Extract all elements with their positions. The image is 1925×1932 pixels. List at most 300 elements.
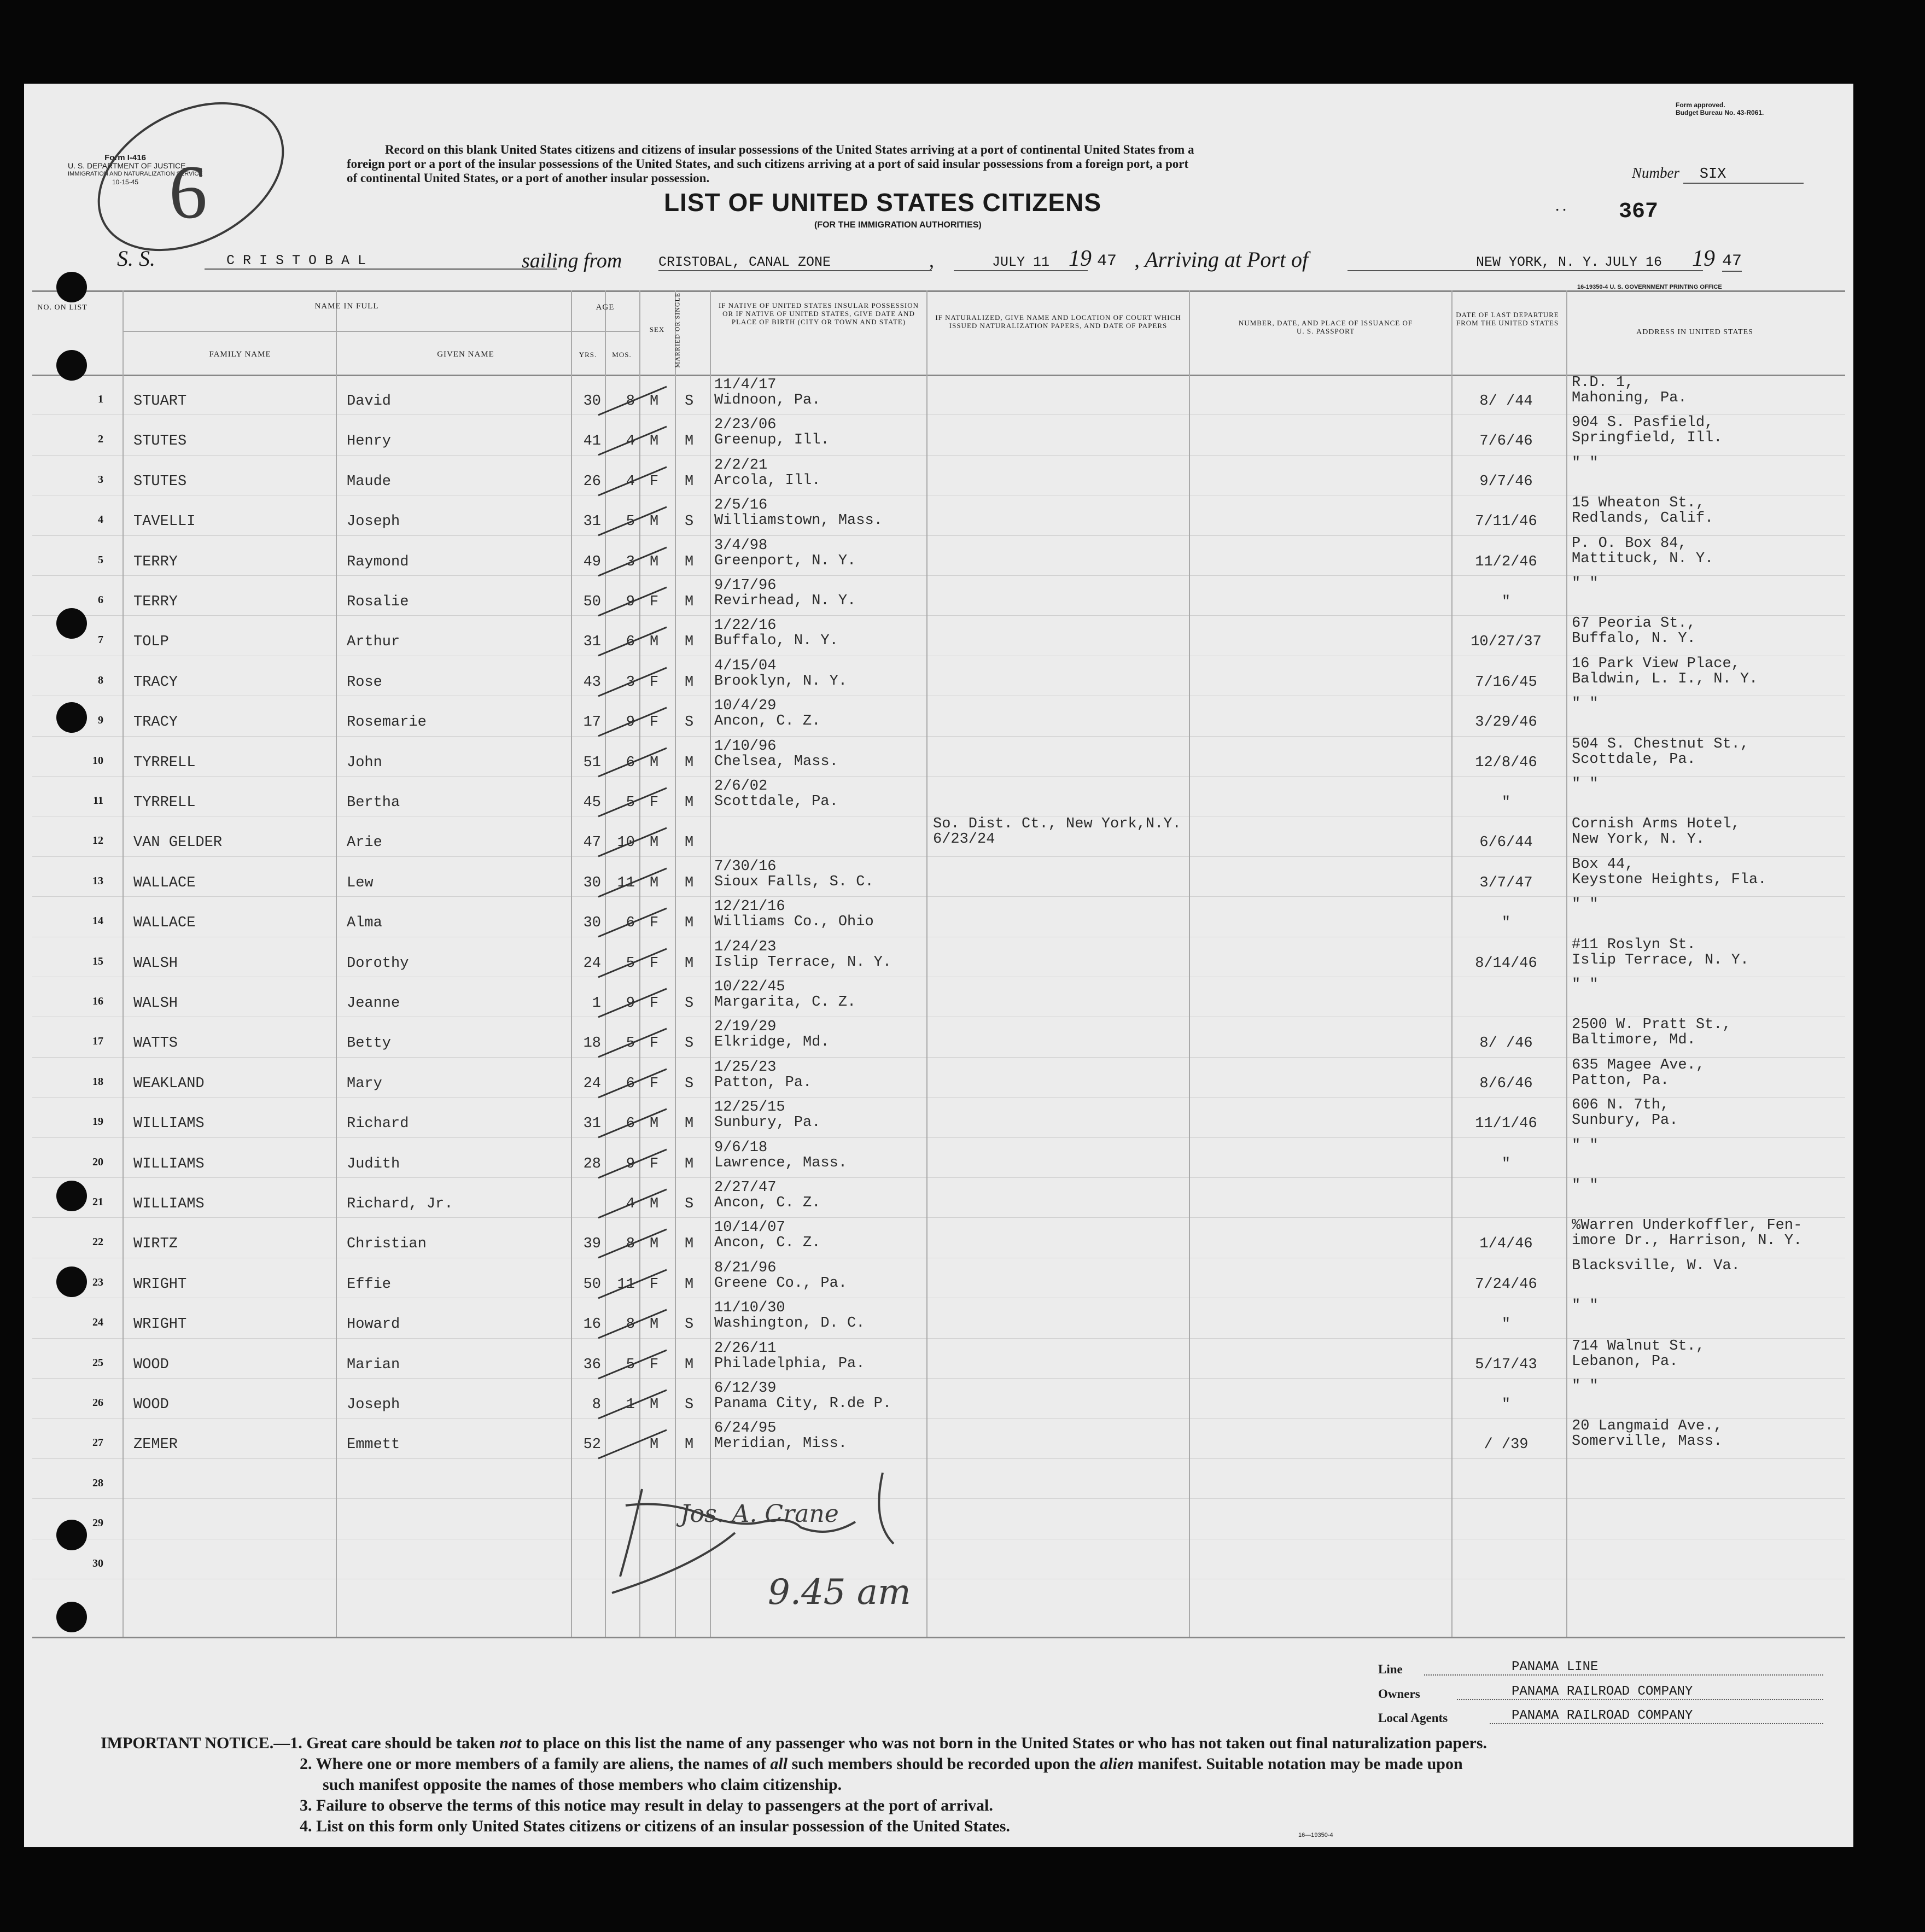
instructions-line-3: of continental United States, or a port of another insular possession. bbox=[347, 171, 710, 185]
birth-place: Ancon, C. Z. bbox=[714, 1195, 821, 1211]
birth-date: 11/10/30 bbox=[714, 1300, 785, 1317]
age-months: 6 bbox=[626, 1075, 635, 1092]
notice-1b: not bbox=[499, 1734, 522, 1752]
check-stroke bbox=[593, 1346, 669, 1384]
line-value: PANAMA LINE bbox=[1424, 1660, 1823, 1676]
check-stroke bbox=[593, 904, 669, 942]
last-departure: 7/16/45 bbox=[1475, 674, 1537, 691]
arriving-label: , Arriving at Port of bbox=[1134, 247, 1309, 272]
family-name: WILLIAMS bbox=[133, 1196, 205, 1212]
header-sex: SEX bbox=[649, 325, 665, 334]
birth-date: 1/10/96 bbox=[714, 738, 777, 755]
address-line-1: 606 N. 7th, bbox=[1572, 1097, 1670, 1114]
row-number: 25 bbox=[92, 1356, 103, 1369]
sail-year-prefix: 19 bbox=[1069, 246, 1092, 271]
address-line-1: " " bbox=[1572, 1137, 1599, 1154]
age-months: 6 bbox=[626, 1116, 635, 1133]
age-months: 11 bbox=[617, 1276, 635, 1293]
age-years: 50 bbox=[583, 594, 601, 610]
agents-label: Local Agents bbox=[1378, 1711, 1448, 1725]
signature-name: Jos. A. Crane bbox=[680, 1500, 839, 1528]
given-name: Richard, Jr. bbox=[347, 1196, 453, 1212]
family-name: STUART bbox=[133, 393, 187, 410]
row-number: 30 bbox=[92, 1557, 103, 1569]
address-line-2: Islip Terrace, N. Y. bbox=[1572, 952, 1749, 968]
birth-place: Williamstown, Mass. bbox=[714, 512, 883, 529]
address-line-1: R.D. 1, bbox=[1572, 375, 1634, 391]
arriving-label-text: Arriving at Port of bbox=[1145, 247, 1309, 272]
age-years: 30 bbox=[583, 393, 601, 410]
given-name: Judith bbox=[347, 1155, 400, 1172]
age-months: 8 bbox=[626, 393, 635, 410]
last-departure: 7/24/46 bbox=[1475, 1276, 1537, 1293]
birth-date: 10/4/29 bbox=[714, 698, 777, 715]
address-line-1: " " bbox=[1572, 1177, 1599, 1194]
row-number: 16 bbox=[92, 995, 103, 1007]
check-stroke bbox=[593, 784, 669, 822]
agents-value: PANAMA RAILROAD COMPANY bbox=[1490, 1708, 1823, 1724]
given-name: Arthur bbox=[347, 634, 400, 651]
given-name: Dorothy bbox=[347, 955, 409, 972]
marital-status: M bbox=[685, 795, 694, 811]
address-line-1: " " bbox=[1572, 1378, 1599, 1394]
address-line-1: 504 S. Chestnut St., bbox=[1572, 736, 1749, 752]
last-departure: 7/11/46 bbox=[1475, 513, 1537, 530]
arrival-date: JULY 16 bbox=[1605, 254, 1703, 271]
given-name: Christian bbox=[347, 1236, 427, 1253]
row-number: 20 bbox=[92, 1155, 103, 1168]
given-name: John bbox=[347, 754, 382, 771]
form-date: 10-15-45 bbox=[112, 178, 139, 186]
punch-hole bbox=[56, 608, 87, 639]
check-stroke bbox=[593, 824, 669, 862]
address-line-2: Mattituck, N. Y. bbox=[1572, 550, 1714, 567]
notice-2d: alien bbox=[1100, 1755, 1134, 1773]
arrival-year-prefix: 19 bbox=[1692, 246, 1715, 271]
header-birth: IF NATIVE OF UNITED STATES INSULAR POSSESSION OR IF NATIVE OF UNITED STATES, GIVE DATE AND PLACE OF BIRTH (CITY OR TOWN AND STATE) bbox=[718, 301, 919, 326]
sex: F bbox=[650, 714, 659, 731]
age-years: 45 bbox=[583, 795, 601, 811]
family-name: ZEMER bbox=[133, 1437, 178, 1454]
last-departure: 8/14/46 bbox=[1475, 955, 1537, 972]
grid-vline bbox=[1451, 290, 1452, 1637]
birth-date: 9/17/96 bbox=[714, 577, 777, 594]
grid-vline bbox=[336, 290, 337, 1637]
birth-date: 6/12/39 bbox=[714, 1380, 777, 1397]
given-name: Joseph bbox=[347, 513, 400, 530]
birth-place: Greene Co., Pa. bbox=[714, 1275, 848, 1292]
family-name: WRIGHT bbox=[133, 1316, 187, 1333]
check-stroke bbox=[593, 543, 669, 581]
last-departure: 9/7/46 bbox=[1479, 473, 1533, 490]
birth-place: Ancon, C. Z. bbox=[714, 713, 821, 730]
birth-date: 2/6/02 bbox=[714, 778, 768, 795]
family-name: WATTS bbox=[133, 1035, 178, 1052]
header-family-name: FAMILY NAME bbox=[209, 350, 271, 359]
age-months: 9 bbox=[626, 594, 635, 610]
sex: M bbox=[650, 1397, 659, 1413]
address-line-1: P. O. Box 84, bbox=[1572, 535, 1687, 552]
birth-date: 2/27/47 bbox=[714, 1180, 777, 1196]
marital-status: S bbox=[685, 1397, 694, 1413]
birth-date: 9/6/18 bbox=[714, 1139, 768, 1156]
last-departure: 5/17/43 bbox=[1475, 1356, 1537, 1373]
page-number: 367 bbox=[1619, 200, 1659, 224]
approval-note bbox=[1676, 101, 1764, 116]
birth-date: 12/21/16 bbox=[714, 898, 785, 915]
punch-hole bbox=[56, 1602, 87, 1632]
family-name: STUTES bbox=[133, 433, 187, 450]
birth-place: Scottdale, Pa. bbox=[714, 793, 838, 810]
age-years: 31 bbox=[583, 513, 601, 530]
last-departure: " bbox=[1501, 1155, 1511, 1172]
sex: F bbox=[650, 955, 659, 972]
marital-status: M bbox=[685, 634, 694, 651]
family-name: WRIGHT bbox=[133, 1276, 187, 1293]
owners-label: Owners bbox=[1378, 1687, 1420, 1701]
marital-status: M bbox=[685, 1116, 694, 1133]
family-name: WEAKLAND bbox=[133, 1075, 205, 1092]
birth-date: 2/23/06 bbox=[714, 417, 777, 434]
age-years: 31 bbox=[583, 1116, 601, 1133]
given-name: Betty bbox=[347, 1035, 392, 1052]
sex: M bbox=[650, 634, 659, 651]
row-number: 8 bbox=[98, 674, 103, 686]
age-years: 49 bbox=[583, 553, 601, 570]
marital-status: S bbox=[685, 1075, 694, 1092]
sex: F bbox=[650, 995, 659, 1012]
age-months: 6 bbox=[626, 915, 635, 932]
manifest-sheet bbox=[24, 84, 1853, 1847]
row-number: 14 bbox=[92, 915, 103, 927]
marital-status: M bbox=[685, 433, 694, 450]
age-years: 17 bbox=[583, 714, 601, 731]
birth-place: Chelsea, Mass. bbox=[714, 753, 838, 770]
separator-comma: , bbox=[929, 249, 934, 271]
sex: M bbox=[650, 433, 659, 450]
address-line-1: 2500 W. Pratt St., bbox=[1572, 1017, 1731, 1034]
row-number: 18 bbox=[92, 1075, 103, 1088]
check-stroke bbox=[593, 1305, 669, 1344]
row-number: 23 bbox=[92, 1276, 103, 1288]
header-given-name: GIVEN NAME bbox=[437, 350, 494, 359]
marital-status: M bbox=[685, 674, 694, 691]
age-months: 8 bbox=[626, 1316, 635, 1333]
address-line-1: 15 Wheaton St., bbox=[1572, 495, 1705, 512]
age-months: 5 bbox=[626, 513, 635, 530]
check-stroke bbox=[593, 623, 669, 661]
punch-hole bbox=[56, 272, 87, 302]
age-years: 28 bbox=[583, 1155, 601, 1172]
address-line-2: Lebanon, Pa. bbox=[1572, 1353, 1678, 1370]
given-name: Rosemarie bbox=[347, 714, 427, 731]
row-number: 26 bbox=[92, 1397, 103, 1409]
header-address: ADDRESS IN UNITED STATES bbox=[1636, 328, 1753, 336]
address-line-2: New York, N. Y. bbox=[1572, 831, 1705, 848]
check-stroke bbox=[593, 984, 669, 1023]
check-stroke bbox=[593, 703, 669, 742]
family-name: TYRRELL bbox=[133, 754, 196, 771]
address-line-1: 714 Walnut St., bbox=[1572, 1338, 1705, 1355]
age-years: 50 bbox=[583, 1276, 601, 1293]
instructions-line-2: foreign port or a port of the insular possessions of the United States, and such citizens arriving at a port of said insular possessions from a foreign port, a port bbox=[347, 157, 1189, 171]
address-line-2: Redlands, Calif. bbox=[1572, 510, 1714, 527]
age-months: 5 bbox=[626, 795, 635, 811]
sailing-from: CRISTOBAL, CANAL ZONE bbox=[658, 254, 932, 271]
sail-date: JULY 11 bbox=[954, 254, 1088, 271]
family-name: VAN GELDER bbox=[133, 834, 223, 851]
family-name: WALSH bbox=[133, 995, 178, 1012]
given-name: Emmett bbox=[347, 1437, 400, 1454]
approval-line-1: Form approved. bbox=[1676, 101, 1725, 109]
instructions-line-1: Record on this blank United States citizens and citizens of insular possessions of the United States arriving at a port of continental United States from a bbox=[385, 143, 1194, 156]
check-stroke bbox=[593, 1145, 669, 1183]
birth-place: Sioux Falls, S. C. bbox=[714, 873, 874, 890]
sailing-label: sailing from bbox=[522, 249, 622, 272]
notice-line-4: 4. List on this form only United States citizens or citizens of an insular possession of the United States. bbox=[300, 1817, 1010, 1835]
service-name: IMMIGRATION AND NATURALIZATION SERVICE bbox=[68, 171, 203, 177]
owners-value: PANAMA RAILROAD COMPANY bbox=[1457, 1684, 1823, 1700]
age-months: 4 bbox=[626, 433, 635, 450]
age-months: 9 bbox=[626, 995, 635, 1012]
birth-place: Panama City, R.de P. bbox=[714, 1396, 892, 1412]
age-years: 8 bbox=[592, 1397, 601, 1413]
address-line-2: Baltimore, Md. bbox=[1572, 1032, 1696, 1049]
last-departure: 8/6/46 bbox=[1479, 1075, 1533, 1092]
form-id: Form I-416 bbox=[104, 153, 146, 162]
notice-2c: such members should be recorded upon the bbox=[791, 1755, 1096, 1773]
last-departure: 11/1/46 bbox=[1475, 1116, 1537, 1133]
grid-vline bbox=[1189, 290, 1190, 1637]
given-name: Arie bbox=[347, 834, 382, 851]
birth-place: Sunbury, Pa. bbox=[714, 1114, 821, 1131]
row-number: 11 bbox=[93, 795, 103, 807]
line-label: Line bbox=[1378, 1662, 1403, 1676]
age-months: 4 bbox=[626, 473, 635, 490]
check-stroke bbox=[593, 382, 669, 421]
age-months: 3 bbox=[626, 674, 635, 691]
sex: F bbox=[650, 1075, 659, 1092]
row-number: 1 bbox=[98, 393, 103, 405]
check-stroke bbox=[593, 1024, 669, 1063]
check-stroke bbox=[593, 503, 669, 541]
last-departure: " bbox=[1501, 594, 1511, 610]
address-line-1: " " bbox=[1572, 1298, 1599, 1315]
sex: M bbox=[650, 834, 659, 851]
printing-code: 16-19350-4 U. S. GOVERNMENT PRINTING OFFICE bbox=[1577, 284, 1722, 290]
row-number: 29 bbox=[92, 1517, 103, 1530]
birth-place: Philadelphia, Pa. bbox=[714, 1355, 865, 1372]
grid-subheader-line bbox=[122, 331, 639, 332]
family-name: WALLACE bbox=[133, 915, 196, 932]
birth-date: 11/4/17 bbox=[714, 377, 777, 393]
grid-vline bbox=[926, 290, 928, 1637]
grid-vline bbox=[1566, 290, 1567, 1637]
age-years: 16 bbox=[583, 1316, 601, 1333]
marital-status: M bbox=[685, 754, 694, 771]
birth-place: Buffalo, N. Y. bbox=[714, 633, 838, 650]
check-stroke bbox=[593, 1105, 669, 1143]
address-line-1: 16 Park View Place, bbox=[1572, 655, 1740, 672]
given-name: Maude bbox=[347, 473, 392, 490]
age-years: 51 bbox=[583, 754, 601, 771]
family-name: TRACY bbox=[133, 714, 178, 731]
approval-line-2: Budget Bureau No. 43-R061. bbox=[1676, 109, 1764, 116]
marital-status: S bbox=[685, 393, 694, 410]
address-line-1: " " bbox=[1572, 776, 1599, 792]
sex: F bbox=[650, 795, 659, 811]
sex: F bbox=[650, 1035, 659, 1052]
age-years: 43 bbox=[583, 674, 601, 691]
important-notice bbox=[101, 1733, 1487, 1837]
marital-status: M bbox=[685, 1437, 694, 1454]
marital-status: M bbox=[685, 955, 694, 972]
arrival-year-suffix: 47 bbox=[1722, 252, 1742, 271]
age-months: 1 bbox=[626, 1397, 635, 1413]
check-stroke bbox=[593, 1185, 669, 1223]
check-stroke bbox=[593, 583, 669, 621]
row-number: 13 bbox=[92, 874, 103, 887]
grid-hline bbox=[32, 1637, 1845, 1638]
address-line-1: 67 Peoria St., bbox=[1572, 615, 1696, 632]
last-departure: / /39 bbox=[1484, 1437, 1529, 1454]
row-number: 19 bbox=[92, 1116, 103, 1128]
row-number: 7 bbox=[98, 634, 103, 646]
row-number: 15 bbox=[92, 955, 103, 967]
last-departure: 11/2/46 bbox=[1475, 553, 1537, 570]
birth-date: 2/19/29 bbox=[714, 1019, 777, 1036]
family-name: STUTES bbox=[133, 473, 187, 490]
row-number: 10 bbox=[92, 754, 103, 767]
notice-line-2 bbox=[101, 1754, 1487, 1775]
age-months: 5 bbox=[626, 1035, 635, 1052]
row-number: 9 bbox=[98, 714, 103, 727]
address-line-1: " " bbox=[1572, 454, 1599, 471]
birth-date: 10/14/07 bbox=[714, 1219, 785, 1236]
ss-label: S. S. bbox=[117, 246, 155, 271]
number-value: SIX bbox=[1683, 166, 1804, 184]
notice-line-1 bbox=[101, 1733, 1487, 1754]
address-line-2: Patton, Pa. bbox=[1572, 1072, 1670, 1089]
row-number: 6 bbox=[98, 594, 103, 606]
naturalization-court: So. Dist. Ct., New York,N.Y. bbox=[933, 816, 1181, 833]
age-months: 6 bbox=[626, 754, 635, 771]
birth-place: Widnoon, Pa. bbox=[714, 392, 821, 408]
punch-hole bbox=[56, 1181, 87, 1211]
age-months: 5 bbox=[626, 1356, 635, 1373]
header-yrs: YRS. bbox=[579, 351, 597, 359]
given-name: Jeanne bbox=[347, 995, 400, 1012]
last-departure: 1/4/46 bbox=[1479, 1236, 1533, 1253]
age-years: 26 bbox=[583, 473, 601, 490]
circled-mark bbox=[68, 100, 352, 264]
age-months: 3 bbox=[626, 553, 635, 570]
header-name-in-full: NAME IN FULL bbox=[314, 302, 379, 311]
birth-place: Margarita, C. Z. bbox=[714, 994, 856, 1011]
sex: M bbox=[650, 1437, 659, 1454]
grid-hline bbox=[32, 290, 1845, 292]
sex: F bbox=[650, 1155, 659, 1172]
check-stroke bbox=[593, 944, 669, 983]
address-line-2: Baldwin, L. I., N. Y. bbox=[1572, 670, 1758, 687]
given-name: Rose bbox=[347, 674, 382, 691]
family-name: WIRTZ bbox=[133, 1236, 178, 1253]
row-number: 12 bbox=[92, 834, 103, 847]
notice-2a: 2. Where one or more members of a family are aliens, the names of bbox=[300, 1755, 766, 1773]
address-line-1: Blacksville, W. Va. bbox=[1572, 1257, 1740, 1274]
age-years: 41 bbox=[583, 433, 601, 450]
marital-status: S bbox=[685, 1316, 694, 1333]
punch-hole bbox=[56, 1266, 87, 1297]
punch-hole bbox=[56, 350, 87, 381]
check-stroke bbox=[593, 1386, 669, 1424]
header-no-on-list: NO. ON LIST bbox=[37, 303, 88, 312]
row-number: 2 bbox=[98, 433, 103, 446]
notice-line-2-continued: such manifest opposite the names of those members who claim citizenship. bbox=[323, 1776, 842, 1794]
grid-hline bbox=[32, 1458, 1845, 1459]
family-name: WILLIAMS bbox=[133, 1116, 205, 1133]
family-name: WOOD bbox=[133, 1397, 169, 1413]
family-name: TOLP bbox=[133, 634, 169, 651]
sex: F bbox=[650, 674, 659, 691]
check-stroke bbox=[593, 1225, 669, 1263]
sex: F bbox=[650, 1356, 659, 1373]
address-line-2: Buffalo, N. Y. bbox=[1572, 631, 1696, 647]
given-name: Rosalie bbox=[347, 594, 409, 610]
marital-status: S bbox=[685, 995, 694, 1012]
birth-date: 2/26/11 bbox=[714, 1340, 777, 1357]
marital-status: M bbox=[685, 1236, 694, 1253]
given-name: Bertha bbox=[347, 795, 400, 811]
punch-hole bbox=[56, 702, 87, 733]
address-line-1: 635 Magee Ave., bbox=[1572, 1057, 1705, 1073]
sex: M bbox=[650, 513, 659, 530]
notice-line-3: 3. Failure to observe the terms of this notice may result in delay to passengers at the port of arrival. bbox=[300, 1796, 993, 1814]
birth-place: Brooklyn, N. Y. bbox=[714, 673, 848, 690]
family-name: TERRY bbox=[133, 594, 178, 610]
sex: F bbox=[650, 594, 659, 610]
header-age: AGE bbox=[596, 303, 615, 312]
notice-1a: —1. Great care should be taken bbox=[273, 1734, 495, 1752]
last-departure: " bbox=[1501, 1316, 1511, 1333]
notice-2b: all bbox=[770, 1755, 788, 1773]
address-line-2: Mahoning, Pa. bbox=[1572, 390, 1687, 406]
birth-date: 8/21/96 bbox=[714, 1259, 777, 1276]
document-subtitle: (FOR THE IMMIGRATION AUTHORITIES) bbox=[814, 220, 982, 230]
address-line-2: Scottdale, Pa. bbox=[1572, 751, 1696, 768]
check-stroke bbox=[593, 744, 669, 782]
sex: M bbox=[650, 393, 659, 410]
row-number: 27 bbox=[92, 1437, 103, 1449]
notice-1c: to place on this list the name of any passenger who was not born in the United States or who has not taken out final naturalization papers. bbox=[525, 1734, 1488, 1752]
last-departure: " bbox=[1501, 795, 1511, 811]
age-months: 9 bbox=[626, 714, 635, 731]
grid-vline bbox=[710, 290, 711, 1637]
header-mos: MOS. bbox=[612, 351, 632, 359]
address-line-2: imore Dr., Harrison, N. Y. bbox=[1572, 1233, 1802, 1250]
marital-status: S bbox=[685, 1035, 694, 1052]
given-name: Marian bbox=[347, 1356, 400, 1373]
marital-status: M bbox=[685, 834, 694, 851]
birth-place: Greenport, N. Y. bbox=[714, 552, 856, 569]
number-field bbox=[1632, 165, 1804, 184]
row-number: 4 bbox=[98, 513, 103, 526]
last-departure: 7/6/46 bbox=[1479, 433, 1533, 450]
last-departure: 8/ /46 bbox=[1479, 1035, 1533, 1052]
address-line-1: " " bbox=[1572, 696, 1599, 713]
age-years: 24 bbox=[583, 1075, 601, 1092]
family-name: TAVELLI bbox=[133, 513, 196, 530]
